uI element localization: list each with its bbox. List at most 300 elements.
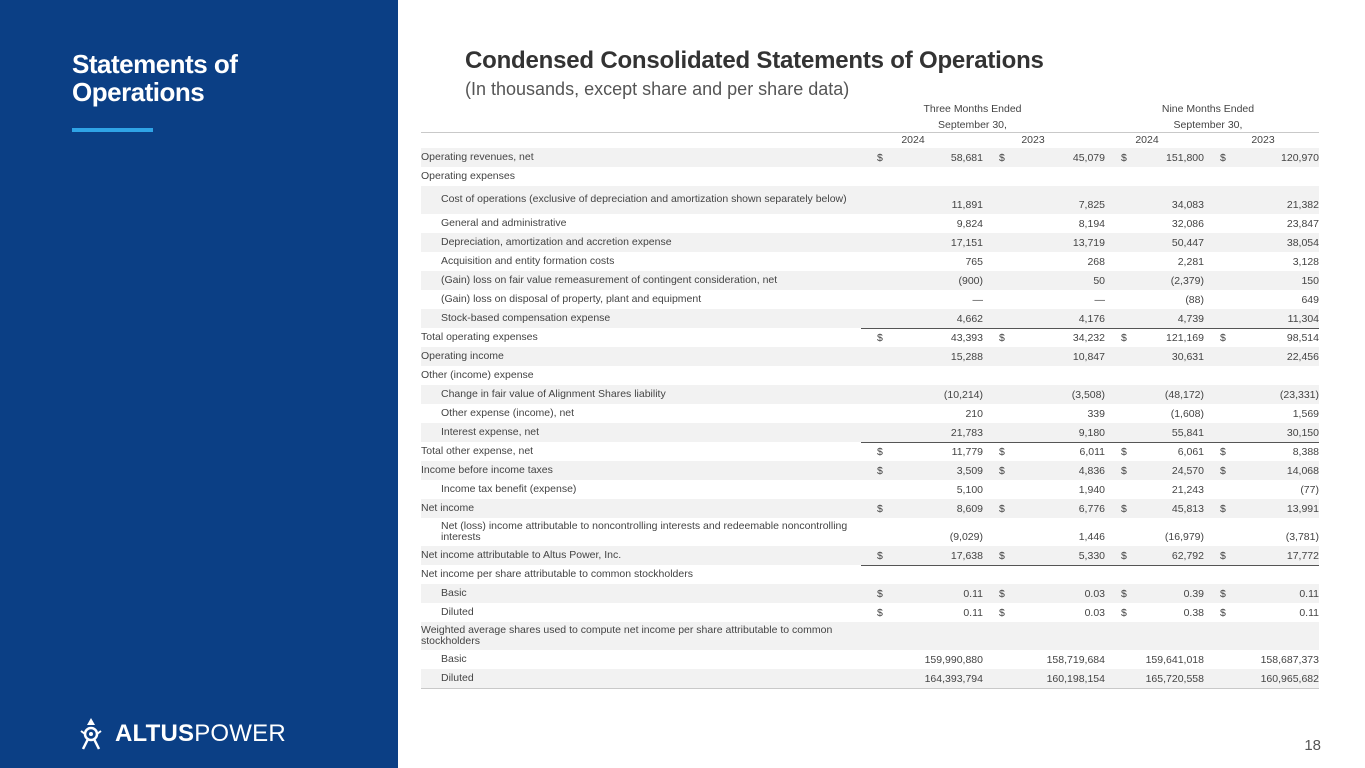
value-cell [1105, 290, 1204, 309]
value-cell [861, 167, 983, 186]
table-row [421, 622, 1319, 650]
cell-value: (900) [958, 275, 983, 287]
value-cell [983, 499, 1105, 518]
table-row [421, 148, 1319, 167]
header-divider [421, 132, 1319, 133]
cell-value: 151,800 [1166, 152, 1204, 164]
currency-symbol: $ [1121, 607, 1127, 619]
cell-value: 24,570 [1171, 465, 1204, 477]
cell-value: 3,128 [1292, 256, 1319, 268]
value-cell [1204, 214, 1319, 233]
value-cell [1105, 385, 1204, 404]
value-cell [861, 565, 983, 584]
cell-value: 1,569 [1292, 408, 1319, 420]
value-cell [983, 328, 1105, 347]
value-cell [983, 565, 1105, 584]
value-cell [861, 584, 983, 603]
value-cell [983, 650, 1105, 669]
cell-value: 17,151 [950, 237, 983, 249]
value-cell [983, 252, 1105, 271]
cell-value: (16,979) [1164, 531, 1204, 543]
value-cell [983, 148, 1105, 167]
value-cell [861, 546, 983, 565]
value-cell [861, 603, 983, 622]
cell-value: 17,638 [950, 550, 983, 562]
table-row [421, 480, 1319, 499]
currency-symbol: $ [1220, 588, 1226, 600]
cell-value: 11,779 [951, 446, 983, 458]
value-cell [1105, 584, 1204, 603]
row-label: (Gain) loss on fair value remeasurement of contingent consideration, net [441, 273, 778, 286]
currency-symbol: $ [999, 152, 1005, 164]
cell-value: 120,970 [1281, 152, 1319, 164]
currency-symbol: $ [877, 465, 883, 477]
value-cell [1204, 347, 1319, 366]
cell-value: 22,456 [1286, 351, 1319, 363]
currency-symbol: $ [1121, 332, 1127, 344]
table-row [421, 271, 1319, 290]
cell-value: 11,304 [1287, 313, 1319, 325]
currency-symbol: $ [1220, 503, 1226, 515]
column-group-label: September 30, [1173, 119, 1243, 131]
value-cell [861, 385, 983, 404]
value-cell [1105, 518, 1204, 546]
value-cell [983, 290, 1105, 309]
currency-symbol: $ [999, 588, 1005, 600]
value-cell [1105, 603, 1204, 622]
value-cell [861, 480, 983, 499]
cell-value: 160,198,154 [1046, 673, 1105, 685]
value-cell [983, 404, 1105, 423]
cell-value: (48,172) [1164, 389, 1204, 401]
cell-value: 6,061 [1177, 446, 1204, 458]
value-cell [861, 309, 983, 328]
cell-value: 150 [1301, 275, 1319, 287]
table-row [421, 423, 1319, 442]
cell-value: (3,508) [1071, 389, 1105, 401]
cell-value: 4,176 [1078, 313, 1105, 325]
row-label: (Gain) loss on disposal of property, plant and equipment [441, 292, 702, 305]
table-row [421, 518, 1319, 546]
value-cell [983, 271, 1105, 290]
cell-value: 8,609 [956, 503, 983, 515]
table-row [421, 328, 1319, 347]
value-cell [861, 650, 983, 669]
value-cell [1105, 565, 1204, 584]
row-label: Income before income taxes [421, 463, 553, 476]
value-cell [1105, 148, 1204, 167]
value-cell [1105, 622, 1204, 650]
cell-value: 14,068 [1286, 465, 1319, 477]
column-group-label: Nine Months Ended [1161, 103, 1255, 115]
column-group-nine-months [1097, 101, 1319, 133]
cell-value: 1,940 [1078, 484, 1105, 496]
currency-symbol: $ [1121, 503, 1127, 515]
value-cell [861, 214, 983, 233]
value-cell [861, 347, 983, 366]
table-row [421, 404, 1319, 423]
value-cell [1105, 214, 1204, 233]
value-cell [1204, 461, 1319, 480]
cell-value: 34,232 [1072, 332, 1105, 344]
cell-value: 3,509 [956, 465, 983, 477]
row-label: Basic [441, 586, 467, 599]
row-label: Interest expense, net [441, 425, 540, 438]
value-cell [1105, 499, 1204, 518]
currency-symbol: $ [1220, 332, 1226, 344]
value-cell [1105, 423, 1204, 442]
value-cell [1204, 309, 1319, 328]
row-label: Cost of operations (exclusive of depreciation and amortization shown separately below) [441, 193, 847, 206]
value-cell [861, 186, 983, 214]
currency-symbol: $ [877, 588, 883, 600]
cell-value: 6,011 [1079, 446, 1105, 458]
currency-symbol: $ [999, 503, 1005, 515]
value-cell [861, 499, 983, 518]
value-cell [1105, 186, 1204, 214]
value-cell [1204, 442, 1319, 461]
row-label: Other (income) expense [421, 368, 534, 381]
cell-value: 17,772 [1286, 550, 1319, 562]
value-cell [983, 669, 1105, 688]
value-cell [861, 423, 983, 442]
value-cell [1204, 186, 1319, 214]
value-cell [1204, 271, 1319, 290]
cell-value: 8,388 [1292, 446, 1319, 458]
value-cell [1204, 252, 1319, 271]
currency-symbol: $ [877, 152, 883, 164]
statement-table [421, 148, 1319, 688]
table-row [421, 186, 1319, 214]
section-title [72, 50, 372, 106]
cell-value: 210 [965, 408, 983, 420]
currency-symbol: $ [877, 503, 883, 515]
value-cell [1105, 669, 1204, 688]
value-cell [1105, 347, 1204, 366]
cell-value: 0.03 [1084, 607, 1105, 619]
cell-value: (88) [1185, 294, 1204, 306]
cell-value: 8,194 [1078, 218, 1105, 230]
cell-value: 6,776 [1078, 503, 1105, 515]
row-label: Diluted [441, 605, 474, 618]
value-cell [1105, 442, 1204, 461]
value-cell [861, 233, 983, 252]
value-cell [983, 480, 1105, 499]
cell-value: 4,662 [956, 313, 983, 325]
cell-value: (1,608) [1170, 408, 1204, 420]
cell-value: 765 [965, 256, 983, 268]
cell-value: 43,393 [950, 332, 983, 344]
row-label: Depreciation, amortization and accretion expense [441, 235, 672, 248]
cell-value: 164,393,794 [924, 673, 983, 685]
currency-symbol: $ [999, 465, 1005, 477]
logo-text-light: POWER [194, 720, 286, 747]
currency-symbol: $ [999, 332, 1005, 344]
cell-value: 21,243 [1171, 484, 1204, 496]
currency-symbol: $ [1121, 550, 1127, 562]
value-cell [983, 186, 1105, 214]
cell-value: 98,514 [1286, 332, 1319, 344]
cell-value: 7,825 [1078, 199, 1105, 211]
value-cell [861, 404, 983, 423]
page-number: 18 [1304, 737, 1321, 754]
cell-value: — [972, 294, 983, 306]
row-label: Operating expenses [421, 169, 515, 182]
cell-value: 23,847 [1286, 218, 1319, 230]
value-cell [1204, 148, 1319, 167]
value-cell [983, 366, 1105, 385]
currency-symbol: $ [1220, 152, 1226, 164]
value-cell [1204, 366, 1319, 385]
value-cell [1105, 650, 1204, 669]
value-cell [1105, 461, 1204, 480]
cell-value: 45,079 [1072, 152, 1105, 164]
value-cell [1204, 622, 1319, 650]
cell-value: 32,086 [1171, 218, 1204, 230]
value-cell [983, 546, 1105, 565]
cell-value: 0.03 [1084, 588, 1105, 600]
cell-value: (77) [1300, 484, 1319, 496]
currency-symbol: $ [1121, 588, 1127, 600]
cell-value: (10,214) [943, 389, 983, 401]
cell-value: 0.11 [963, 588, 983, 600]
row-label: Net (loss) income attributable to noncontrolling interests and redeemable noncontrolling interests [441, 519, 848, 543]
value-cell [1204, 480, 1319, 499]
row-label: Weighted average shares used to compute net income per share attributable to common stockholders [421, 623, 833, 647]
table-row [421, 366, 1319, 385]
cell-value: 5,100 [956, 484, 983, 496]
table-row [421, 167, 1319, 186]
altus-power-logo [80, 716, 286, 752]
value-cell [1105, 328, 1204, 347]
cell-value: 165,720,558 [1145, 673, 1204, 685]
row-label: Diluted [441, 671, 474, 684]
cell-value: 5,330 [1078, 550, 1105, 562]
row-label: Other expense (income), net [441, 406, 575, 419]
value-cell [1204, 499, 1319, 518]
title-accent-rule [72, 128, 153, 132]
currency-symbol: $ [1121, 446, 1127, 458]
cell-value: 0.38 [1183, 607, 1204, 619]
cell-value: (23,331) [1279, 389, 1319, 401]
cell-value: 50 [1093, 275, 1105, 287]
currency-symbol: $ [1220, 550, 1226, 562]
row-label: Net income [421, 501, 475, 514]
sidebar-panel [0, 0, 398, 768]
cell-value: 2,281 [1177, 256, 1204, 268]
cell-value: 30,631 [1171, 351, 1204, 363]
cell-value: 160,965,682 [1260, 673, 1319, 685]
row-label: Operating revenues, net [421, 150, 534, 163]
column-group-label: Three Months Ended [923, 103, 1022, 115]
currency-symbol: $ [877, 550, 883, 562]
cell-value: 158,719,684 [1046, 654, 1105, 666]
currency-symbol: $ [1220, 465, 1226, 477]
value-cell [983, 603, 1105, 622]
cell-value: 45,813 [1171, 503, 1204, 515]
cell-value: 4,836 [1078, 465, 1105, 477]
value-cell [1204, 603, 1319, 622]
currency-symbol: $ [999, 446, 1005, 458]
table-row [421, 309, 1319, 328]
row-label: Operating income [421, 349, 504, 362]
section-title-line1: Statements of [72, 49, 238, 79]
column-group-label: September 30, [938, 119, 1007, 131]
value-cell [1204, 650, 1319, 669]
logo-text-bold: ALTUS [115, 720, 195, 747]
value-cell [861, 290, 983, 309]
value-cell [1105, 233, 1204, 252]
value-cell [1204, 565, 1319, 584]
cell-value: 21,783 [950, 427, 983, 439]
value-cell [983, 347, 1105, 366]
column-year: 2024 [901, 134, 925, 146]
value-cell [983, 309, 1105, 328]
currency-symbol: $ [877, 607, 883, 619]
row-label: Total other expense, net [421, 444, 534, 457]
value-cell [983, 385, 1105, 404]
table-row [421, 290, 1319, 309]
cell-value: 1,446 [1078, 531, 1105, 543]
page-title: Condensed Consolidated Statements of Operations [465, 47, 1044, 74]
value-cell [1105, 480, 1204, 499]
value-cell [1105, 404, 1204, 423]
cell-value: (2,379) [1170, 275, 1204, 287]
table-row [421, 347, 1319, 366]
value-cell [983, 584, 1105, 603]
row-label: Total operating expenses [421, 330, 538, 343]
table-row [421, 650, 1319, 669]
table-row [421, 252, 1319, 271]
value-cell [1204, 328, 1319, 347]
table-row [421, 584, 1319, 603]
cell-value: 0.11 [963, 607, 983, 619]
table-row [421, 603, 1319, 622]
cell-value: 55,841 [1171, 427, 1204, 439]
value-cell [1204, 385, 1319, 404]
value-cell [1204, 167, 1319, 186]
cell-value: 15,288 [950, 351, 983, 363]
table-row [421, 565, 1319, 584]
column-year: 2024 [1135, 134, 1159, 146]
value-cell [1105, 271, 1204, 290]
row-label: General and administrative [441, 216, 567, 229]
cell-value: 0.11 [1299, 588, 1319, 600]
value-cell [1105, 167, 1204, 186]
currency-symbol: $ [1121, 465, 1127, 477]
value-cell [861, 518, 983, 546]
currency-symbol: $ [877, 446, 883, 458]
value-cell [1204, 546, 1319, 565]
cell-value: 159,641,018 [1145, 654, 1204, 666]
value-cell [983, 622, 1105, 650]
cell-value: 34,083 [1171, 199, 1204, 211]
cell-value: 4,739 [1177, 313, 1204, 325]
cell-value: 50,447 [1171, 237, 1204, 249]
table-row [421, 233, 1319, 252]
value-cell [1204, 290, 1319, 309]
row-label: Net income attributable to Altus Power, Inc. [421, 548, 622, 561]
currency-symbol: $ [1121, 152, 1127, 164]
table-bottom-rule [421, 688, 1319, 689]
table-row [421, 385, 1319, 404]
value-cell [1105, 366, 1204, 385]
value-cell [861, 461, 983, 480]
value-cell [1204, 669, 1319, 688]
value-cell [861, 271, 983, 290]
value-cell [861, 622, 983, 650]
value-cell [983, 461, 1105, 480]
cell-value: 268 [1087, 256, 1105, 268]
value-cell [983, 518, 1105, 546]
value-cell [1105, 252, 1204, 271]
cell-value: — [1094, 294, 1105, 306]
cell-value: 339 [1087, 408, 1105, 420]
cell-value: 58,681 [950, 152, 983, 164]
value-cell [1204, 423, 1319, 442]
table-row [421, 461, 1319, 480]
value-cell [983, 214, 1105, 233]
currency-symbol: $ [1220, 446, 1226, 458]
cell-value: (9,029) [949, 531, 983, 543]
value-cell [861, 148, 983, 167]
cell-value: 649 [1301, 294, 1319, 306]
value-cell [983, 442, 1105, 461]
value-cell [1105, 546, 1204, 565]
cell-value: 0.11 [1299, 607, 1319, 619]
column-group-three-months [860, 101, 1085, 133]
table-row [421, 214, 1319, 233]
cell-value: 9,824 [956, 218, 983, 230]
cell-value: 62,792 [1171, 550, 1204, 562]
column-year: 2023 [1251, 134, 1275, 146]
row-label: Net income per share attributable to common stockholders [421, 567, 693, 580]
cell-value: 30,150 [1286, 427, 1319, 439]
cell-value: 13,719 [1072, 237, 1105, 249]
cell-value: 121,169 [1166, 332, 1204, 344]
value-cell [861, 442, 983, 461]
currency-symbol: $ [999, 607, 1005, 619]
row-label: Basic [441, 652, 467, 665]
cell-value: 0.39 [1183, 588, 1204, 600]
row-label: Stock-based compensation expense [441, 311, 611, 324]
cell-value: 158,687,373 [1260, 654, 1319, 666]
currency-symbol: $ [999, 550, 1005, 562]
table-row [421, 669, 1319, 688]
value-cell [861, 252, 983, 271]
value-cell [983, 423, 1105, 442]
cell-value: 21,382 [1286, 199, 1319, 211]
table-row [421, 499, 1319, 518]
value-cell [1204, 584, 1319, 603]
value-cell [1204, 233, 1319, 252]
cell-value: 159,990,880 [924, 654, 983, 666]
table-row [421, 546, 1319, 565]
section-title-line2: Operations [72, 77, 205, 107]
cell-value: 13,991 [1286, 503, 1319, 515]
column-year: 2023 [1021, 134, 1045, 146]
cell-value: 11,891 [951, 199, 983, 211]
row-label: Change in fair value of Alignment Shares liability [441, 387, 666, 400]
cell-value: 38,054 [1286, 237, 1319, 249]
value-cell [1204, 518, 1319, 546]
value-cell [1204, 404, 1319, 423]
table-row [421, 442, 1319, 461]
value-cell [983, 167, 1105, 186]
page-subtitle: (In thousands, except share and per share data) [465, 79, 850, 99]
value-cell [861, 669, 983, 688]
altus-logo-icon [80, 717, 102, 751]
